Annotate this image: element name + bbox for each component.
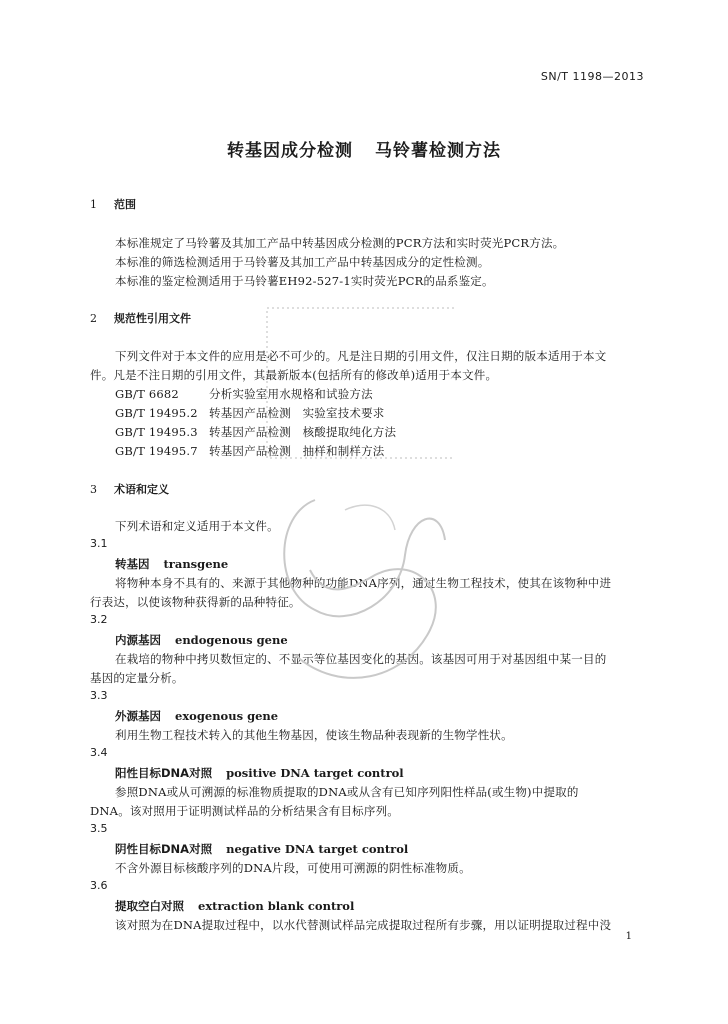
page-number: 1 xyxy=(625,931,632,942)
paragraph: 该对照为在DNA提取过程中，以水代替测试样品完成提取过程所有步骤，用以证明提取过程中没 xyxy=(115,918,612,932)
term-heading xyxy=(115,841,408,857)
paragraph: 下列术语和定义适用于本文件。 xyxy=(115,519,279,533)
title-part-2: 马铃薯检测方法 xyxy=(375,141,501,161)
term-heading xyxy=(115,765,404,781)
clause-number: 3.1 xyxy=(90,537,108,550)
section-number: 3 xyxy=(90,483,97,496)
section-number: 1 xyxy=(90,198,97,211)
section-number: 2 xyxy=(90,312,97,325)
watermark-logo-icon xyxy=(255,300,455,700)
clause-number: 3.6 xyxy=(90,879,108,892)
reference-title: 分析实验室用水规格和试验方法 xyxy=(209,387,373,401)
paragraph: 下列文件对于本文件的应用是必不可少的。凡是注日期的引用文件，仅注日期的版本适用于本文 xyxy=(115,349,607,363)
reference-code: GB/T 19495.2 xyxy=(115,406,198,420)
section-2-heading xyxy=(90,310,191,326)
paragraph: 本标准的筛选检测适用于马铃薯及其加工产品中转基因成分的定性检测。 xyxy=(115,255,490,269)
reference-code: GB/T 6682 xyxy=(115,387,179,401)
term-heading xyxy=(115,556,228,572)
paragraph: 件。凡是不注日期的引用文件，其最新版本(包括所有的修改单)适用于本文件。 xyxy=(90,368,498,382)
term-heading xyxy=(115,898,354,914)
paragraph: 基因的定量分析。 xyxy=(90,671,184,685)
paragraph: 本标准的鉴定检测适用于马铃薯EH92-527-1实时荧光PCR的品系鉴定。 xyxy=(115,274,494,288)
term-chinese: 外源基因 xyxy=(115,709,161,723)
paragraph: 参照DNA或从可溯源的标准物质提取的DNA或从含有已知序列阳性样品(或生物)中提取的 xyxy=(115,785,579,799)
reference-title: 转基因产品检测 抽样和制样方法 xyxy=(209,444,385,458)
paragraph: 将物种本身不具有的、来源于其他物种的功能DNA序列，通过生物工程技术，使其在该物种中进 xyxy=(115,576,612,590)
paragraph: 不含外源目标核酸序列的DNA片段，可使用可溯源的阴性标准物质。 xyxy=(115,861,471,875)
paragraph: 本标准规定了马铃薯及其加工产品中转基因成分检测的PCR方法和实时荧光PCR方法。 xyxy=(115,236,565,250)
section-3-heading xyxy=(90,481,169,497)
term-english: positive DNA target control xyxy=(226,766,404,780)
section-1-heading xyxy=(90,196,136,212)
standard-number: SN/T 1198—2013 xyxy=(540,70,644,83)
term-chinese: 阴性目标DNA对照 xyxy=(115,842,213,856)
term-chinese: 提取空白对照 xyxy=(115,899,184,913)
term-chinese: 阳性目标DNA对照 xyxy=(115,766,213,780)
reference-title: 转基因产品检测 实验室技术要求 xyxy=(209,406,385,420)
paragraph: DNA。该对照用于证明测试样品的分析结果含有目标序列。 xyxy=(90,804,399,818)
section-title: 范围 xyxy=(114,198,136,211)
paragraph: 行表达，以使该物种获得新的品种特征。 xyxy=(90,595,301,609)
term-chinese: 转基因 xyxy=(115,557,150,571)
paragraph: 在栽培的物种中拷贝数恒定的、不显示等位基因变化的基因。该基因可用于对基因组中某一目的 xyxy=(115,652,607,666)
document-title xyxy=(0,136,728,161)
title-part-1: 转基因成分检测 xyxy=(227,141,353,161)
reference-title: 转基因产品检测 核酸提取纯化方法 xyxy=(209,425,397,439)
term-english: transgene xyxy=(163,557,229,571)
clause-number: 3.5 xyxy=(90,822,108,835)
clause-number: 3.2 xyxy=(90,613,108,626)
term-chinese: 内源基因 xyxy=(115,633,161,647)
reference-code: GB/T 19495.7 xyxy=(115,444,198,458)
term-english: endogenous gene xyxy=(175,633,288,647)
reference-code: GB/T 19495.3 xyxy=(115,425,198,439)
clause-number: 3.4 xyxy=(90,746,108,759)
term-english: exogenous gene xyxy=(175,709,279,723)
term-heading xyxy=(115,708,278,724)
term-english: extraction blank control xyxy=(198,899,355,913)
paragraph: 利用生物工程技术转入的其他生物基因，使该生物品种表现新的生物学性状。 xyxy=(115,728,513,742)
section-title: 术语和定义 xyxy=(114,483,169,496)
section-title: 规范性引用文件 xyxy=(114,312,191,325)
clause-number: 3.3 xyxy=(90,689,108,702)
term-english: negative DNA target control xyxy=(226,842,409,856)
